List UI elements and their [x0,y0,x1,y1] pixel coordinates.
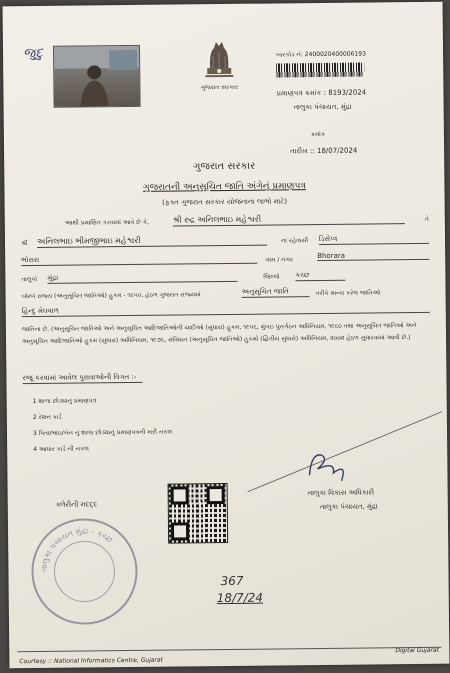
handwritten-number: 367 [220,573,244,589]
village-value: Bhorara [317,251,429,261]
taluka-value: મુંદ્રા [47,272,237,284]
documents-list [33,393,173,458]
certificate-subtitle: (ફક્ત ગુજરાત સરકાર યોજનાના લાભો માટે) [162,197,288,207]
residence-label: ના રહેવાસી [280,237,309,245]
officer-office: તાલુકા પંચાયત, મુંદ્રા [319,502,378,512]
certificate-number-label: પ્રમાણપત્ર ક્રમાંક : [276,88,327,98]
father-name: અનિલભાઇ ભીમજીભાઇ મહેશ્વરી [37,235,267,248]
reference-label: ક્રમાંક [310,130,326,139]
district-label: જિલ્લો [263,273,280,281]
panchayat-seal-icon [28,515,141,628]
issuing-office: તાલુકા પંચાયત, મુંદ્રા [293,102,352,112]
taluka-label: તાલુકો [21,275,38,284]
state-emblem-icon [199,38,240,86]
government-heading: ગુજરાત સરકાર [193,160,256,173]
documents-heading: રજૂ કરવામાં આવેલ પુરાવાઓની વિગત :- [22,373,142,384]
signature-scribble-icon [237,402,448,494]
caste-name: હિન્દુ મેઘવાળ [22,303,430,317]
emblem-caption: ગુજરાત સરકાર [200,83,239,92]
handwritten-date: 18/7/24 [216,590,264,606]
certify-suffix: તે [424,215,429,223]
footer-divider [17,646,441,655]
residence-value: ડિસેપ્ત્ર [319,234,429,245]
certificate-number-row [276,89,366,99]
document-item: 2 રેશન કાર્ડ [32,413,62,422]
document-item: 1 શાળા છોડ્યાનું પ્રમાણપત્ર [32,397,97,406]
certificate-number: 8193/2024 [328,88,367,97]
issue-date-label: તારીખ :: [290,147,315,156]
qr-code [168,483,229,544]
certify-prefix: આથી પ્રમાણિત કરવામાં આવે છે કે, [64,218,149,227]
clerk-signature: ક્લેરીની મદદ્દ [55,500,98,509]
certificate-page [3,2,450,669]
issue-date-row [290,147,357,157]
footer-courtesy: Courtesy :: National Informatics Centre, Gujarat [19,656,164,666]
village-label: ગામ / નગર [265,256,294,264]
seal-text: તાલુકા પંચાયત મુંદ્રા - કચ્છ [39,526,115,573]
caste-category: અનુસૂચિત જાતિ [242,287,310,298]
handwritten-initials: જુદુ [22,45,43,62]
barcode-number: બારકોડ નં: 2400020400006193 [276,50,366,59]
order-suffix: તરીકે માન્ય કરેલ જાતિઓ [315,289,381,298]
footer-brand: Digital Gujarat [395,646,440,655]
area-value: ભોરારા [21,254,257,266]
father-prefix: શ્રી [20,240,28,248]
legal-paragraph: જાતિના છે. (અનુસૂચિત જાતિઓ અને અનુસૂચિત આદિજાતિઓની યાદીઓ (સુધારા) હુકમ, ૧૯૫૬, મુંબઇ પુનર્ગઠન અધિનિયમ, ૧૯૬૦ તથા અનુસૂચિત જાતિઓ અને અનુસૂચિત આદિજાતિઓ હુકમ (સુધારા) અધિનિયમ, ૧૯૭૬, સંવિધાન (અનુસૂચિત જાતિઓ) હુકમો (દ્વિતીય સુધારો) અધિનિયમ, ૨૦૦૨ હેઠળ સુધારવામાં આવી છે.) [21,322,417,346]
district-value: કચ્છ [295,271,345,282]
barcode [276,63,364,78]
applicant-photo [53,45,141,108]
document-item: 3 પિતા/ભાઇ/બેન નું શાળા છોડ્યાનું પ્રમાણપત્રની ખરી નકલ [32,428,173,438]
document-item: 4 આધાર કાર્ડ ની નકલ [33,445,89,454]
order-text: બોમ્બે રાજ્ય (અનુસૂચિત જાતિઓ) હુકમ - ૧૯૫૦, હેઠળ ગુજરાત રાજ્યમાં [21,291,201,301]
applicant-name: શ્રી રુદ્ર અનિલભાઇ મહેશ્વરી [173,213,405,226]
issue-date: 18/07/2024 [316,146,358,156]
officer-title: તાલુકા વિકાસ અધિકારી [307,488,375,498]
certificate-title: ગુજરાતની અનુસૂચિત જાતિ અંગેનું પ્રમાણપત્ર [142,181,306,193]
